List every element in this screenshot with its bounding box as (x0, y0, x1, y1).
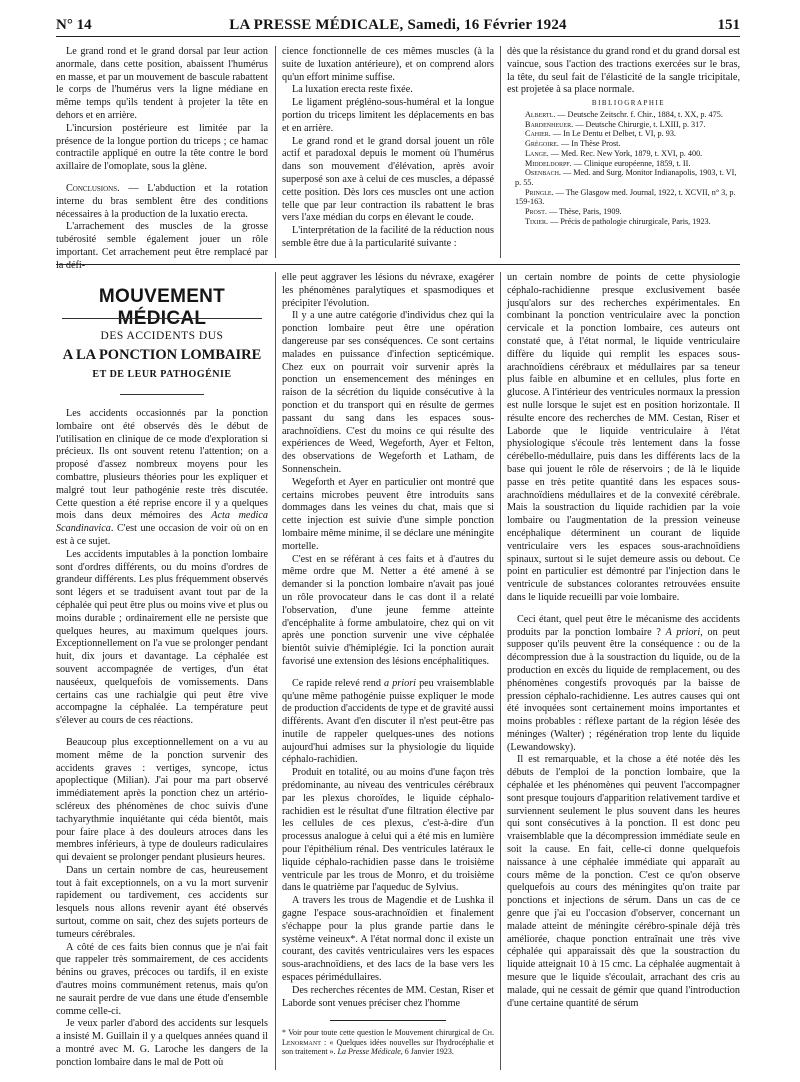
bibliography-reference: — Thèse, Paris, 1909. (546, 207, 622, 217)
article-column-2 (282, 272, 494, 1012)
article-column-3 (507, 272, 740, 1070)
top-column-2 (282, 46, 494, 252)
journal-title: LA PRESSE MÉDICALE, Samedi, 16 Février 1924 (229, 17, 567, 33)
bibliography-entry (507, 129, 740, 139)
paragraph: A côté de ces faits bien connus que je n'ai fait que rappeler très sommairement, de ces accidents bénins ou graves, précoces ou tardifs, il en existe d'autres moins communément retenus, mais qu'on ne saurait perdre de vue dans une étude d'ensemble comme celle-ci. (56, 941, 268, 1017)
bibliography-entry (507, 217, 740, 227)
page-number: 151 (717, 17, 740, 33)
bibliography-entry (507, 168, 740, 187)
bibliography-author: Cahier. (525, 129, 551, 139)
column-divider (500, 46, 501, 258)
conclusions-label: Conclusions. (66, 182, 120, 194)
section-separator (56, 264, 740, 265)
bibliography-reference: — Précis de pathologie chirurgicale, Paris, 1923. (548, 216, 711, 226)
issue-number: N° 14 (56, 17, 92, 33)
column-divider (275, 46, 276, 258)
paragraph: Ceci étant, quel peut être le mécanisme des accidents produits par la ponction lombaire ? A priori, on peut supposer qu'ils peuvent être la conséquence : ou de la décompression due à la soustraction du liquide, ou de la production en excès du liquide de remplacement, ou des phénomènes congestifs provoqués par la baisse de pression céphalo-rachidienne. Les autres causes qui ont été invoquées sont certainement moins importantes et moins probables : réflexe partant de la région lésée des méninges (Walter) ; régénération trop lente du liquide (Lewandowsky). (507, 613, 740, 753)
bibliography-reference: — In Thèse Prost. (558, 139, 621, 149)
footnote: * Voir pour toute cette question le Mouvement chirurgical de Ch. Lenormant : « Quelques idées nouvelles sur l'hydrocéphalie et son traitement ». La Presse Médicale, 6 Janvier 1923. (282, 1028, 494, 1056)
bibliography-author: Grégoire. (525, 139, 559, 149)
paragraph: Wegeforth et Ayer en particulier ont montré que certains microbes peuvent être introduits sans dommages dans les veines du chat, mais que si cette injection est suivie d'une simple ponction lombaire même minime, il se déclare une méningite mortelle. (282, 476, 494, 552)
footnote-rule (330, 1020, 446, 1021)
paragraph: Ce rapide relevé rend a priori peu vraisemblable qu'une même pathogénie puisse expliquer le mode de production d'accidents de type et de gravité aussi différents. Avant d'en discuter il n'est peut-être pas inutile de rappeler quelques-unes des notions aujourd'hui admises sur la physiologie du liquide céphalo-rachidien. (282, 677, 494, 766)
bibliography-entry (507, 139, 740, 149)
bibliography-author: Bardenheuer. (525, 119, 574, 129)
bibliography-reference: — Deutsche Chirurgie, t. LXIII, p. 317. (573, 119, 706, 129)
title-rule (62, 318, 262, 319)
bibliography-reference: — Med. Rec. New York, 1879, t. XVI, p. 400. (548, 148, 703, 158)
title-underline (120, 394, 204, 395)
bibliography-reference: — In Le Dentu et Delbet, t. VI, p. 93. (550, 129, 676, 139)
paragraph: dès que la résistance du grand rond et du grand dorsal est vaincue, sous l'action des tractions exercées sur le bras, la tête, du seul fait de l'élasticité de la sangle tricipitale, est projetée à sa place normale. (507, 46, 740, 96)
bibliography-reference: — Clinique européenne, 1859, t. II. (571, 158, 691, 168)
bibliography-author: Pringle. (525, 187, 554, 197)
bibliography-entry (507, 207, 740, 217)
paragraph: Beaucoup plus exceptionnellement on a vu au moment même de la ponction survenir des accidents graves : vertiges, syncope, ictus apoplectique (Milian). J'ai pour ma part observé immédiatement après la ponction chez un artério-scléreux des phénomènes de choc suivis d'une tachyarythmie inquiétante qui céda bientôt, mais pour faire place à des douleurs atroces dans les membres inférieurs, à type de douleurs radiculaires qui devaient se prolonger pendant plusieurs heures. (56, 736, 268, 864)
paragraph: Dans un certain nombre de cas, heureusement tout à fait exceptionnels, on a vu la mort survenir rapidement ou tardivement, ces accidents sur lesquels nous allons revenir ayant été observés surtout, comme on sait, chez des sujets porteurs de tumeurs cérébrales. (56, 864, 268, 940)
bibliography-author: Albertl. (525, 109, 556, 119)
paragraph: Il est remarquable, et la chose a été notée dès les débuts de l'emploi de la ponction lombaire, que la céphalée et les phénomènes qui peuvent l'accompagner sont presque toujours d'apparition relativement tardive et surviennent seulement le plus souvent dans les heures qui sont consécutives à la ponction. Il est donc peu vraisemblable que la décompression immédiate seule en soit la cause. En fait, celle-ci donne quelquefois naissance à une céphalée immédiate qui apparaît au cours même de la ponction. C'est ce qu'on observe quelquefois au cours des méningites qu'on traite par ponctions et injections de sérum. Dans un cas de ce genre que j'ai eu l'occasion d'observer, concernant un malade atteint de méningite cérébro-spinale déjà très améliorée, chaque ponction entraînait une très vive céphalée qui apparaissait dès que la soustraction du liquide atteignait 10 à 15 cmc. La céphalée augmentait à mesure que le liquide s'écoulait, arrachant des cris au malade, qui ne cessait de gémir que quand l'introduction d'une certaine quantité de sérum (507, 754, 740, 1009)
paragraph: A travers les trous de Magendie et de Lushka il gagne l'espace sous-arachnoïdien et finalement s'échappe pour la plus grande partie dans le système veineux*. A l'état normal donc il existe un courant, des cavités ventriculaires vers les espaces sous-arachnoïdiens, et des lacs de la base vers les espaces périmédullaires. (282, 895, 494, 984)
bibliography-entry (507, 159, 740, 169)
paragraph: L'arrachement des muscles de la grosse tubérosité semble également jouer un rôle important. Cet arrachement peut être remplacé par la défi- (56, 221, 268, 271)
paragraph: cience fonctionnelle de ces mêmes muscles (à la suite de luxation antérieure), et on comprend alors qu'un effort minime suffise. (282, 46, 494, 83)
paragraph: Le grand rond et le grand dorsal par leur action anormale, dans cette position, abaissent l'humérus en masse, et par un mouvement de bascule rabattent le corps de l'humérus vers la ligne médiane en même temps qu'ils tendent à projeter la tête en dehors et en arrière. (56, 46, 268, 121)
paragraph: Les accidents imputables à la ponction lombaire sont d'ordres différents, ou du moins d'ordres de grandeur différents. Les plus fréquemment observés sont légers et se traduisent avant tout par de la céphalée qui peut être plus ou moins vive et plus ou moins durable ; ordinairement elle ne persiste que quelques heures, au maximum quelques jours. Exceptionnellement on l'a vue se prolonger pendant huit, dix jours et davantage. La céphalée est souvent accompagnée de vertiges, d'un état nauséeux, quelquefois de vomissements. Dans certains cas une rachialgie qui peut être vive accompagne la céphalée. La température peut s'élever au cours de ces réactions. (56, 548, 268, 727)
bibliography-reference: — The Glasgow med. Journal, 1922, t. XCVII, n° 3, p. 159-163. (515, 187, 736, 207)
bibliography-entry (507, 149, 740, 159)
paragraph: Il y a une autre catégorie d'individus chez qui la ponction lombaire peut être une opération dangereuse par ses conséquences. Ce sont certains malades en puissance d'infection septicémique. Chez eux on pourrait voir survenir après la ponction un ensemencement des méninges en raison de la sécrétion du liquide consécutive à la ponction et du transport qui en résulte de germes passant du sang dans les espaces sous-arachnoïdiens. C'est du moins ce qui résulte des expériences de Weed, Wegeforth, Ayer et Felton, des observations de Wegeforth et Latham, de Sonnenschein. (282, 310, 494, 475)
paragraph: un certain nombre de points de cette physiologie céphalo-rachidienne presque exclusivement basée jusqu'alors sur des recherches expérimentales. En combinant la ponction ventriculaire avec la ponction cervicale et la ponction lombaire, ces auteurs ont constaté que, à l'état normal, le liquide ventriculaire diffère du liquide qui remplit les espaces sous-arachnoïdiens cérébraux et médullaires par sa teneur plus faible en albumine et en cellules, plus forte en glucose. A l'intérieur des ventricules normaux la pression est nulle lorsque le sujet est en position horizontale. Il résulte encore des recherches de MM. Cestan, Riser et Laborde que le liquide ventriculaire à l'état physiologique s'écoule très lentement dans la fosse cérébello-médullaire, puis dans les différents lacs de la base qui jouent le rôle de réservoirs ; de là le liquide passe en très petite quantité dans les espaces sous-arachnoïdiens médullaires et de la convexité cérébrale. Mais la soustraction du liquide rachidien par la voie lombaire ou l'augmentation de la pression veineuse encéphalique déterminent un courant de liquide ventriculaire vers les espaces sous-arachnoïdiens spinaux, surtout si le sujet demeure assis ou debout. Ce point en particulier est démontré par l'injection dans le ventricule de substances colorantes retrouvées ensuite dans le liquide recueilli par voie lombaire. (507, 272, 740, 603)
page-header (56, 16, 740, 37)
bibliography-author: Lange. (525, 148, 549, 158)
bibliography-author: Tixier. (525, 216, 549, 226)
paragraph: elle peut aggraver les lésions du névraxe, exagérer les phénomènes paralytiques et spasmodiques et précipiter l'évolution. (282, 272, 494, 309)
bibliography-author: Osenbach. (525, 168, 561, 178)
bibliography-entry (507, 188, 740, 207)
paragraph: Les accidents occasionnés par la ponction lombaire ont été observés dès le début de l'utilisation en clinique de ce mode d'exploration si précieux. Ils ont souvent retenu l'attention; on a proposé d'assez nombreux moyens pour les combattre, plusieurs théories pour les expliquer et malgré tout leur pathogénie reste très discutée. Cette question a été reprise encore il y a quelques mois dans deux mémoires des Acta medica Scandinavica. C'est une occasion de voir où on en est à ce sujet. (56, 408, 268, 547)
paragraph: Le ligament prégléno-sous-huméral et la longue portion du triceps limitent les déplacements en bas et en arrière. (282, 97, 494, 134)
paragraph: Produit en totalité, ou au moins d'une façon très prédominante, au niveau des ventricules cérébraux par les plexus choroïdes, le liquide céphalo-rachidien est le résultat d'une filtration élective par les cellules de ces plexus, c'est-à-dire d'un processus analogue à celui qui a été mis en lumière pour l'épithélium rénal. Des ventricules latéraux le liquide céphalo-rachidien passe dans le troisième ventricule par les trous de Monro, et du troisième dans le quatrième par l'aqueduc de Sylvius. (282, 767, 494, 894)
bibliography-author: Prost. (525, 207, 547, 217)
bibliography-heading: BIBLIOGRAPHIE (591, 99, 666, 108)
bibliography-author: Middeldorpf. (525, 158, 572, 168)
bibliography-reference: — Med. and Surg. Monitor Indianapolis, 1903, t. VI, p. 55. (515, 168, 737, 187)
column-divider (275, 272, 276, 1070)
bibliography-entry (507, 120, 740, 130)
bibliography-reference: — Deutsche Zeitschr. f. Chir., 1884, t. XX, p. 475. (555, 109, 723, 119)
bibliography-list (507, 110, 740, 226)
column-divider (500, 272, 501, 1070)
section-title: MOUVEMENT MÉDICAL (98, 286, 226, 329)
paragraph: Je veux parler d'abord des accidents sur lesquels a insisté M. Guillain il y a quelques années quand il a montré avec M. G. Laroche les dangers de la ponction lombaire dans le mal de Pott où (56, 1018, 268, 1068)
paragraph: L'interprétation de la facilité de la réduction nous semble être due à la particularité suivante : (282, 225, 494, 249)
top-column-3 (507, 46, 740, 258)
article-column-1 (56, 408, 268, 1070)
paragraph: La luxation erecta reste fixée. (292, 84, 413, 96)
bibliography-entry (507, 110, 740, 120)
top-column-1 (56, 46, 268, 271)
conclusions-paragraph: Conclusions. — L'abduction et la rotation interne du bras semblent être des conditions nécessaires à la production de la luxatio erecta. (56, 182, 268, 220)
paragraph: Des recherches récentes de MM. Cestan, Riser et Laborde sont venues préciser chez l'homme (282, 984, 494, 1009)
paragraph: C'est en se référant à ces faits et à d'autres du même ordre que M. Netter a été amené à se demander si la ponction lombaire n'avait pas joué un rôle provocateur dans le cas dont il a relaté l'observation, d'une jeune femme atteinte d'encéphalite à forme ambulatoire, chez qui on vit après une ponction survenir une vive céphalée bientôt suivie d'hémiplégie. Ici la ponction aurait favorisé une extension des lésions encéphalitiques. (282, 553, 494, 667)
paragraph: Le grand rond et le grand dorsal jouent un rôle actif et paradoxal depuis le moment où l'humérus dans son mouvement d'élévation, après avoir superposé son axe à celui de ces muscles, a dépassé cette position. Dès lors ces muscles ont une action telle que par leur contraction ils rabattent le bras vers l'axe médian du corps en élevant le coude. (282, 135, 494, 224)
article-subtitle-2: ET DE LEUR PATHOGÉNIE (92, 369, 232, 380)
article-title: A LA PONCTION LOMBAIRE (62, 347, 262, 363)
paragraph: L'incursion postérieure est limitée par la présence de la longue portion du triceps ; ce hamac contractile appliqué en outre la tête contre le bord axillaire de l'omoplate, sous la glène. (56, 122, 268, 173)
article-subtitle-1: DES ACCIDENTS DUS (100, 330, 224, 342)
